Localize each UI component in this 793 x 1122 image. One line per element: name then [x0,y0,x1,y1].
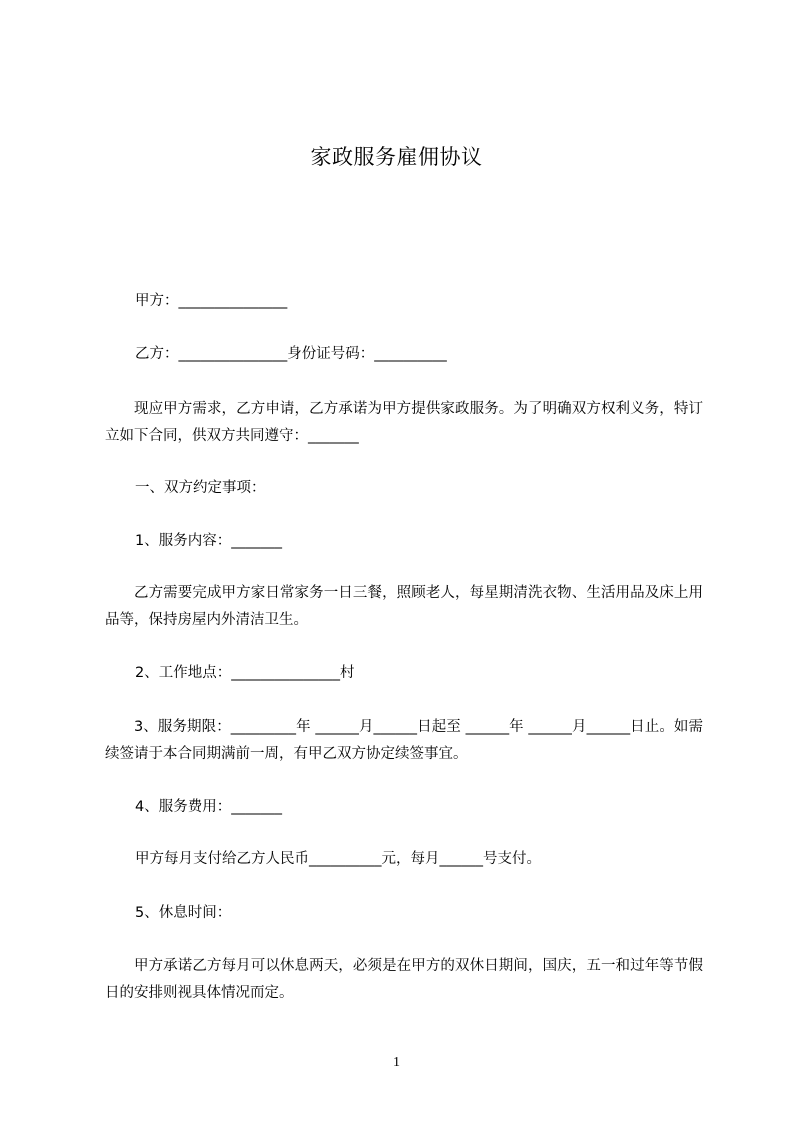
item-5-title: 5、休息时间： [135,905,232,921]
item-4-body: 甲方每月支付给乙方人民币__________元，每月______号支付。 [135,851,541,867]
item-5-body: 甲方承诺乙方每月可以休息两天，必须是在甲方的双休日期间，国庆，五一和过年等节假日的安排则视具体情况而定。 [105,958,703,1001]
item-4-title: 4、服务费用：_______ [135,799,282,815]
item-2-title: 2、工作地点：_______________村 [135,665,355,681]
document-title: 家政服务雇佣协议 [310,145,483,169]
item-1-body: 乙方需要完成甲方家日常家务一日三餐，照顾老人，每星期清洗衣物、生活用品及床上用品等，保持房屋内外清洁卫生。 [105,585,703,628]
page-number: 1 [393,1055,400,1070]
party-b-line: 乙方：_______________身份证号码：__________ [135,346,447,362]
section-1-heading: 一、双方约定事项： [135,480,266,496]
intro-paragraph: 现应甲方需求，乙方申请，乙方承诺为甲方提供家政服务。为了明确双方权利义务，特订立如下合同，供双方共同遵守：_______ [105,401,703,444]
party-a-line: 甲方：_______________ [135,293,288,309]
item-3-body: 3、服务期限：_________年 ______月______日起至 ______年 ______月______日止。如需续签请于本合同期满前一周，有甲乙双方协定续签事宜。 [105,719,703,762]
item-1-title: 1、服务内容：_______ [135,533,282,549]
